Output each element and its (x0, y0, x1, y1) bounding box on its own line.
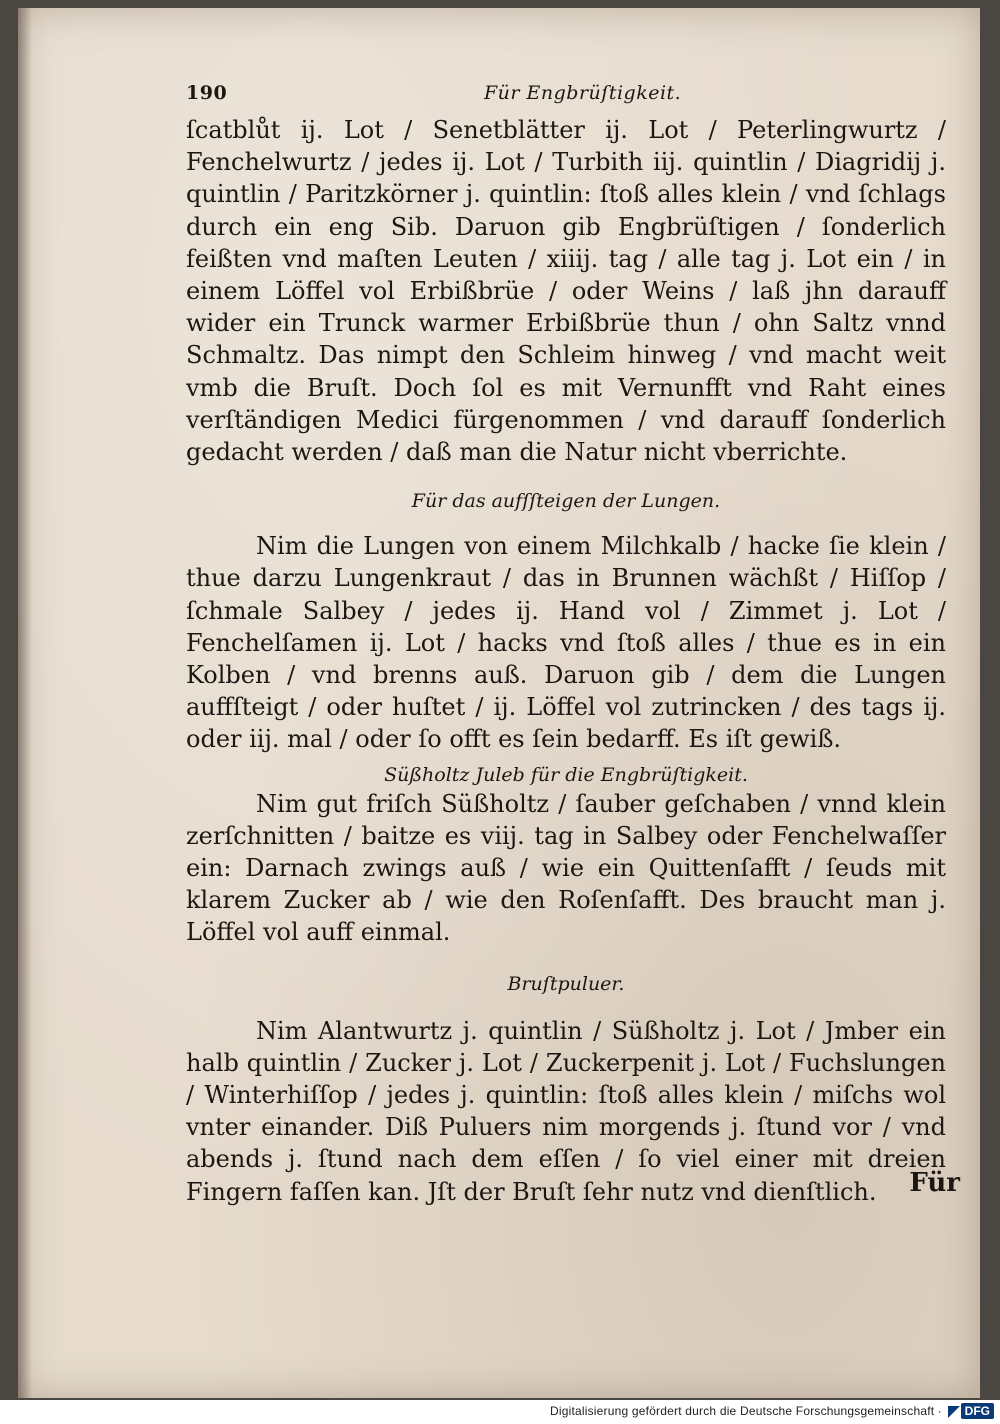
paragraph-licorice-julep: Nim gut friſch Süßholtz / ſauber geſchaben / vnnd klein zerſchnitten / baitze es viij. tag in Salbey oder Fenchelwaſſer ein: Darnach zwings auß / wie ein Quittenſafft / ſeuds mit klarem Zucker ab / wie den Roſenſafft. Des braucht man j. Löffel vol auff einmal. (186, 789, 946, 947)
dfg-logo: DFG (961, 1403, 994, 1419)
catchword: Für (909, 1168, 960, 1198)
section-heading-licorice-julep: Süßholtz Juleb für die Engbrüſtigkeit. (384, 763, 748, 786)
paragraph-lungs-recipe: Nim die Lungen von einem Milchkalb / hacke ſie klein / thue darzu Lungenkraut / das in Brunnen wächßt / Hiſſop / ſchmale Salbey / jedes ij. Hand vol / Zimmet j. Lot / Fenchelſamen ij. Lot / hacks vnd ſtoß alles / thue es in ein Kolben / vnd brenns auß. Daruon gib / dem die Lungen auffſteigt / oder huſtet / ij. Löffel vol zutrincken / des tags ij. oder iij. mal / oder ſo offt es ſein bedarff. Es iſt gewiß. (186, 532, 946, 754)
section-heading-chest-powder: Bruſtpuluer. (507, 972, 625, 995)
page-number: 190 (186, 82, 228, 104)
page-gutter-shadow (18, 8, 32, 1398)
paragraph-chest-powder: Nim Alantwurtz j. quintlin / Süßholtz j. Lot / Jmber ein halb quintlin / Zucker j. Lot / Zuckerpenit j. Lot / Fuchslungen / Winterhiſſop / jedes j. quintlin: ſtoß alles klein / miſchs wol vnter einander. Diß Puluers nim morgends j. ſtund vor / vnd abends j. ſtund nach dem eſſen / ſo viel einer mit dreien Fingern faſſen kan. Jſt der Bruſt ſehr nutz vnd dienſtlich. (186, 1016, 946, 1206)
page-text-block (186, 78, 946, 1208)
digitization-footer (0, 1400, 1000, 1424)
page-header (186, 78, 946, 114)
dfg-mark-icon (948, 1406, 960, 1418)
running-title: Für Engbrüſtigkeit. (484, 82, 682, 104)
paragraph-recipe-continued: ſcatblůt ij. Lot / Senetblätter ij. Lot / Peterlingwurtz / Fenchelwurtz / jedes ij. Lot / Turbith iij. quintlin / Diagridij j. quintlin / Paritzkörner j. quintlin: ſtoß alles klein / vnd ſchlags durch ein eng Sib. Daruon gib Engbrüſtigen / ſonderlich feißten vnd maſten Leuten / xiiij. tag / alle tag j. Lot ein / in einem Löffel vol Erbißbrüe / oder Weins / laß jhn darauff wider ein Trunck warmer Erbißbrüe thun / ohn Saltz vnnd Schmaltz. Das nimpt den Schleim hinweg / vnd macht weit vmb die Bruſt. Doch ſol es mit Vernunfft vnd Raht eines verſtändigen Medici fürgenommen / vnd darauff ſonderlich gedacht werden / daß man die Natur nicht vberrichte. (186, 116, 946, 467)
funding-credit: Digitalisierung gefördert durch die Deutsche Forschungsgemeinschaft · (550, 1404, 942, 1418)
section-heading-lungs: Für das aufſſteigen der Lungen. (411, 490, 721, 513)
